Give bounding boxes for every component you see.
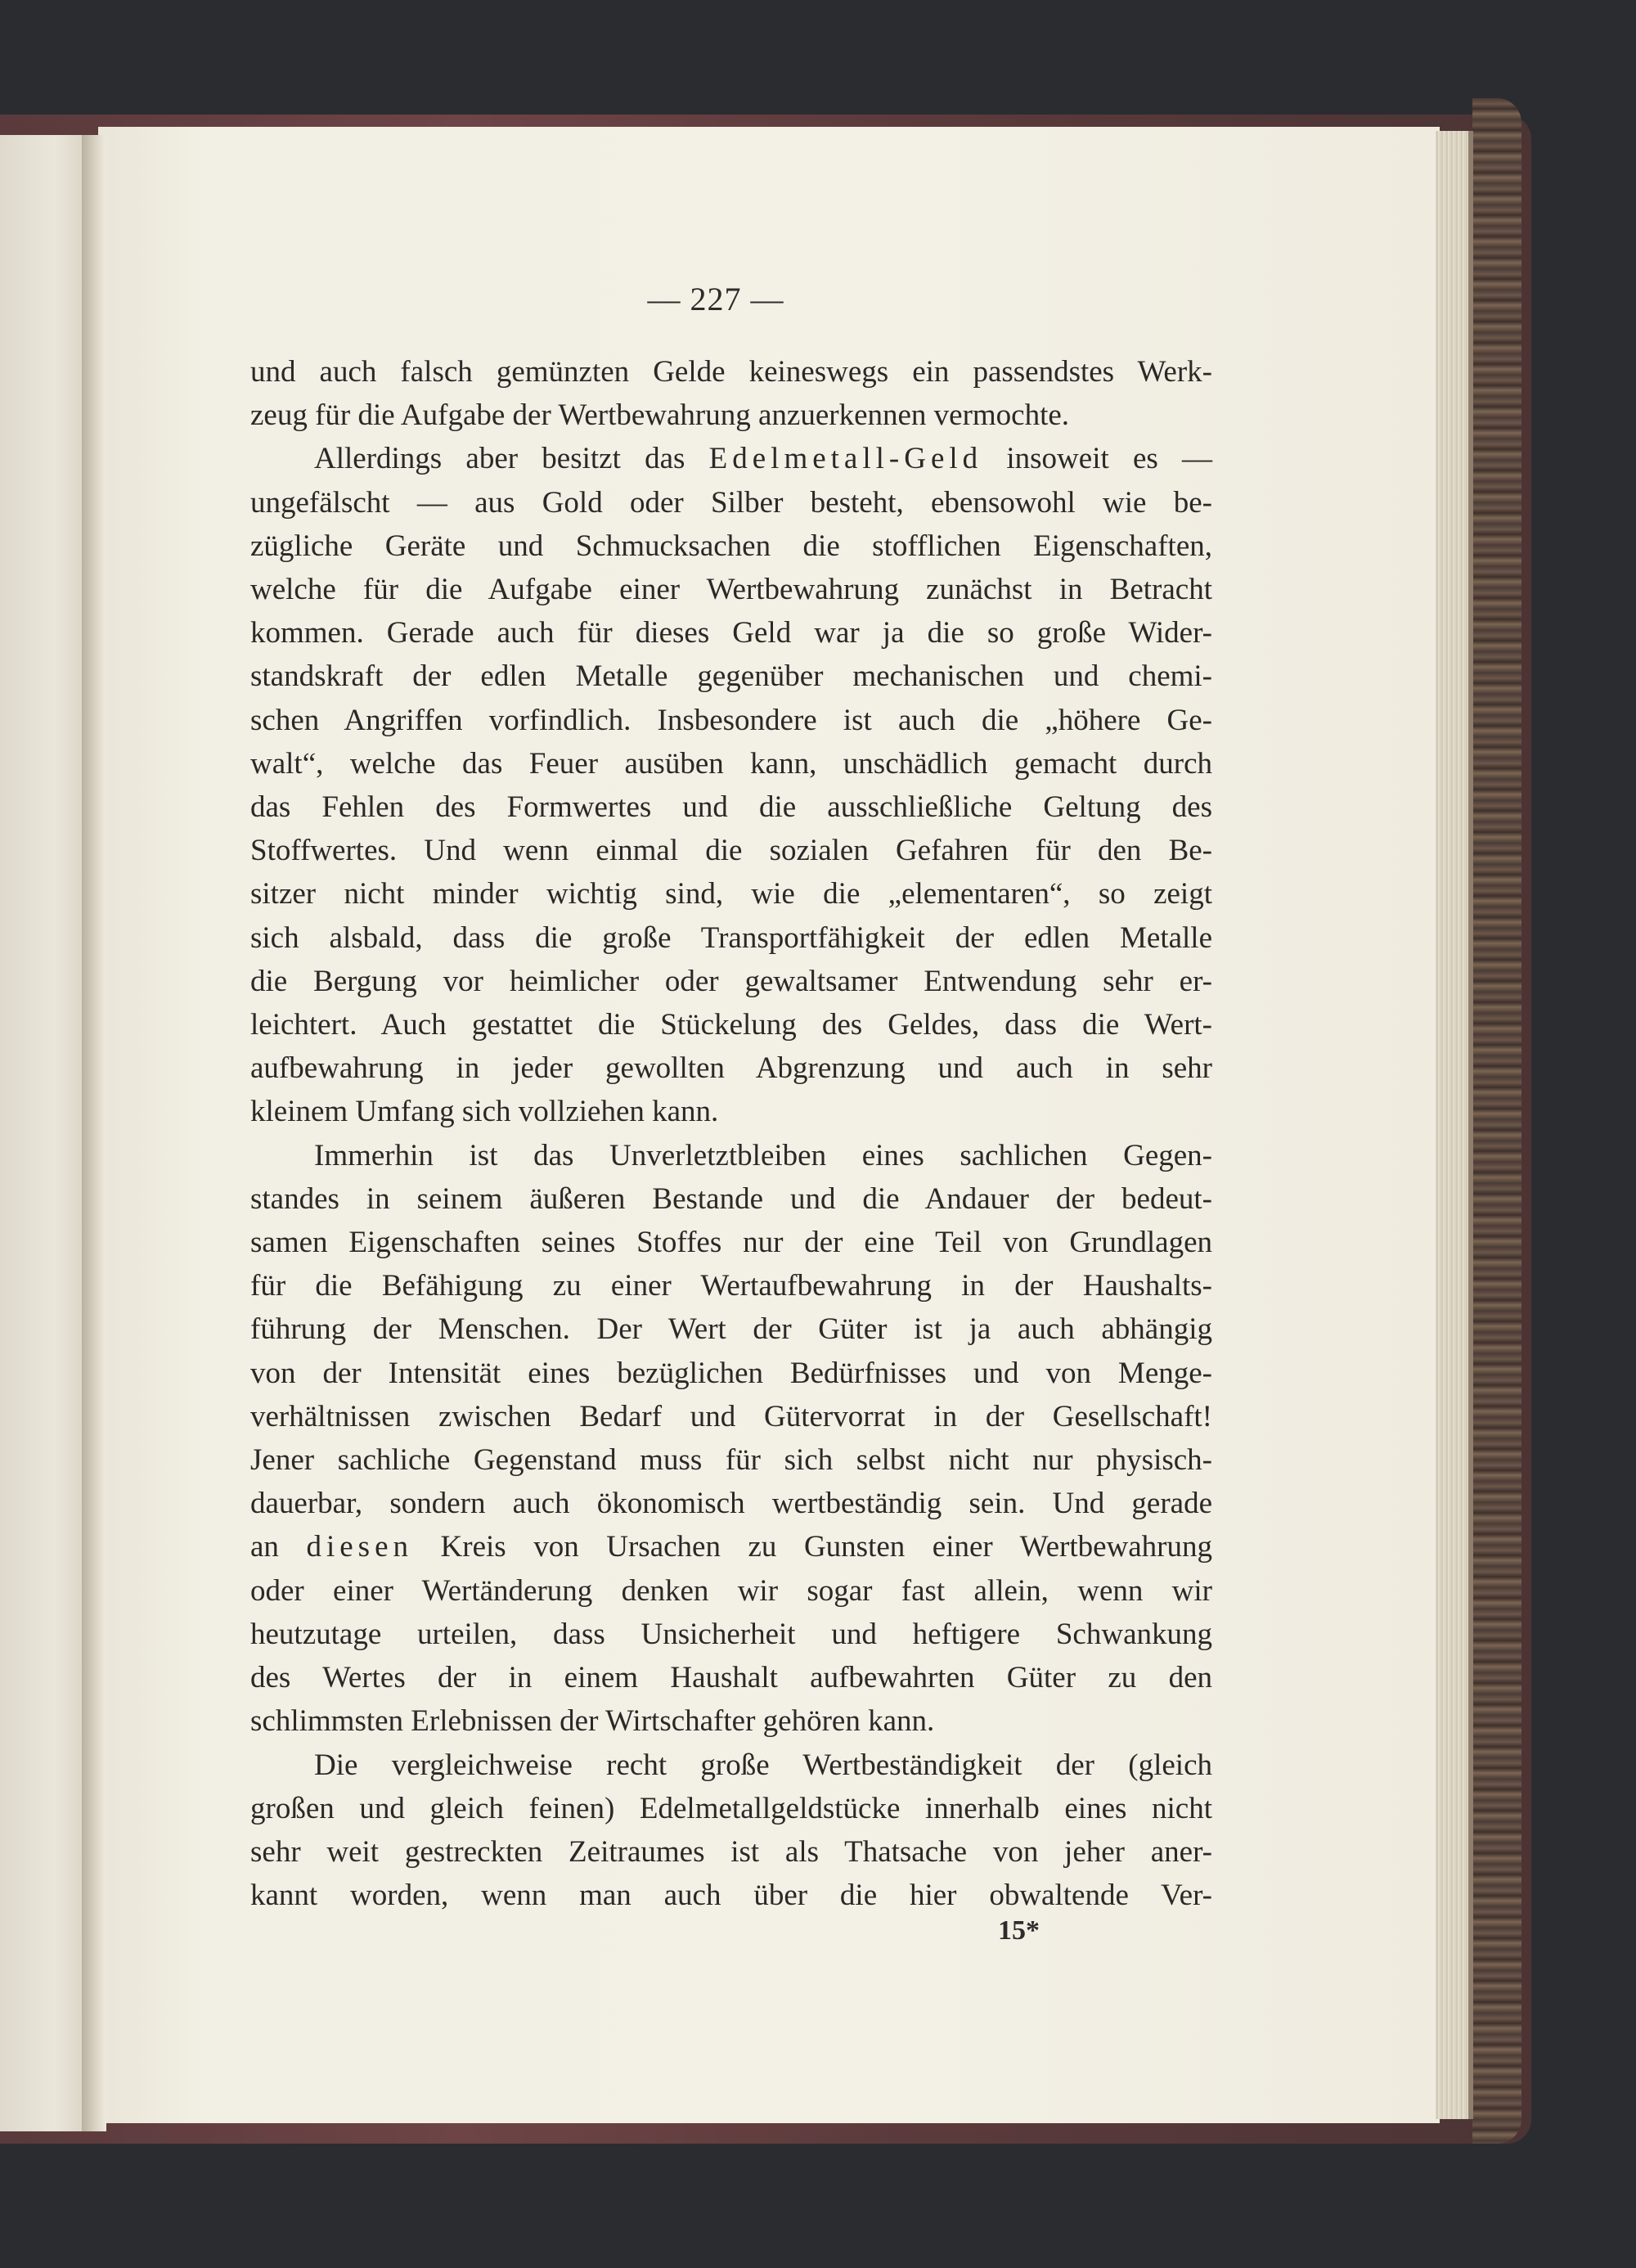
text-line: heutzutage urteilen, dass Unsicherheit und heftigere Schwankung <box>250 1617 1212 1651</box>
cover-edge <box>1472 98 1521 2144</box>
text-line: sich alsbald, dass die große Transportfähigkeit der edlen Metalle <box>250 920 1212 955</box>
text-line: standes in seinem äußeren Bestande und die Andauer der bedeut- <box>250 1181 1212 1216</box>
text-fragment: insoweit es — <box>982 442 1213 476</box>
text-line: Jener sachliche Gegenstand muss für sich selbst nicht nur physisch- <box>250 1443 1212 1478</box>
text-fragment: Allerdings aber besitzt das <box>314 442 709 476</box>
text-line: schen Angriffen vorfindlich. Insbesondere ist auch die „höhere Ge- <box>250 703 1212 737</box>
text-line: für die Befähigung zu einer Wertaufbewahrung in der Haushalts- <box>250 1269 1212 1303</box>
text-line: die Bergung vor heimlicher oder gewaltsamer Entwendung sehr er- <box>250 964 1212 998</box>
emphasized-term: diesen <box>306 1530 413 1564</box>
text-line: zeug für die Aufgabe der Wertbewahrung anzuerkennen vermochte. <box>250 398 1070 433</box>
text-line: des Wertes der in einem Haushalt aufbewahrten Güter zu den <box>250 1661 1212 1695</box>
text-line: Immerhin ist das Unverletztbleiben eines sachlichen Gegen- <box>314 1138 1212 1172</box>
text-line: das Fehlen des Formwertes und die ausschließliche Geltung des <box>250 790 1212 825</box>
text-line: kleinem Umfang sich vollziehen kann. <box>250 1095 719 1129</box>
text-line: walt“, welche das Feuer ausüben kann, unschädlich gemacht durch <box>250 746 1212 781</box>
left-page-edge <box>0 135 92 2131</box>
text-line: Stoffwertes. Und wenn einmal die sozialen Gefahren für den Be- <box>250 834 1212 868</box>
book-gutter <box>82 135 106 2131</box>
text-line: führung der Menschen. Der Wert der Güter ist ja auch abhängig <box>250 1312 1212 1347</box>
text-fragment: Kreis von Ursachen zu Gunsten einer Wertbewahrung <box>413 1530 1212 1564</box>
text-line: oder einer Wertänderung denken wir sogar fast allein, wenn wir <box>250 1573 1212 1608</box>
text-line: zügliche Geräte und Schmucksachen die stofflichen Eigenschaften, <box>250 529 1212 563</box>
text-line: von der Intensität eines bezüglichen Bedürfnisses und von Menge- <box>250 1356 1212 1390</box>
text-line: welche für die Aufgabe einer Wertbewahrung zunächst in Betracht <box>250 573 1212 607</box>
text-line: leichtert. Auch gestattet die Stückelung des Geldes, dass die Wert- <box>250 1008 1212 1042</box>
text-line: aufbewahrung in jeder gewollten Abgrenzung und auch in sehr <box>250 1051 1212 1086</box>
text-line: dauerbar, sondern auch ökonomisch wertbeständig sein. Und gerade <box>250 1487 1212 1521</box>
text-line: sehr weit gestreckten Zeitraumes ist als Thatsache von jeher aner- <box>250 1834 1212 1869</box>
signature-mark: 15* <box>998 1915 1040 1946</box>
text-line: ungefälscht — aus Gold oder Silber besteht, ebensowohl wie be- <box>250 485 1212 520</box>
text-line: sitzer nicht minder wichtig sind, wie die „elementaren“, so zeigt <box>250 877 1212 911</box>
text-line: kannt worden, wenn man auch über die hier obwaltende Ver- <box>250 1879 1212 1913</box>
text-line: verhältnissen zwischen Bedarf und Gütervorrat in der Gesellschaft! <box>250 1399 1212 1433</box>
text-line <box>250 437 1212 480</box>
text-line: Die vergleichweise recht große Wertbeständigkeit der (gleich <box>314 1748 1212 1782</box>
text-fragment: an <box>250 1530 307 1564</box>
text-line: und auch falsch gemünzten Gelde keineswegs ein passendstes Werk- <box>250 355 1212 389</box>
text-line: samen Eigenschaften seines Stoffes nur der eine Teil von Grundlagen <box>250 1226 1212 1260</box>
text-line: großen und gleich feinen) Edelmetallgeldstücke innerhalb eines nicht <box>250 1791 1212 1825</box>
text-line: standskraft der edlen Metalle gegenüber mechanischen und chemi- <box>250 659 1212 694</box>
emphasized-term: Edelmetall-Geld <box>708 442 983 476</box>
page-number: — 227 — <box>647 281 784 317</box>
body-text <box>250 350 1212 1917</box>
text-line <box>250 1525 1212 1568</box>
page-block-edges <box>1436 131 1473 2119</box>
text-line: schlimmsten Erlebnissen der Wirtschafter gehören kann. <box>250 1704 935 1739</box>
text-line: kommen. Gerade auch für dieses Geld war ja die so große Wider- <box>250 616 1212 650</box>
